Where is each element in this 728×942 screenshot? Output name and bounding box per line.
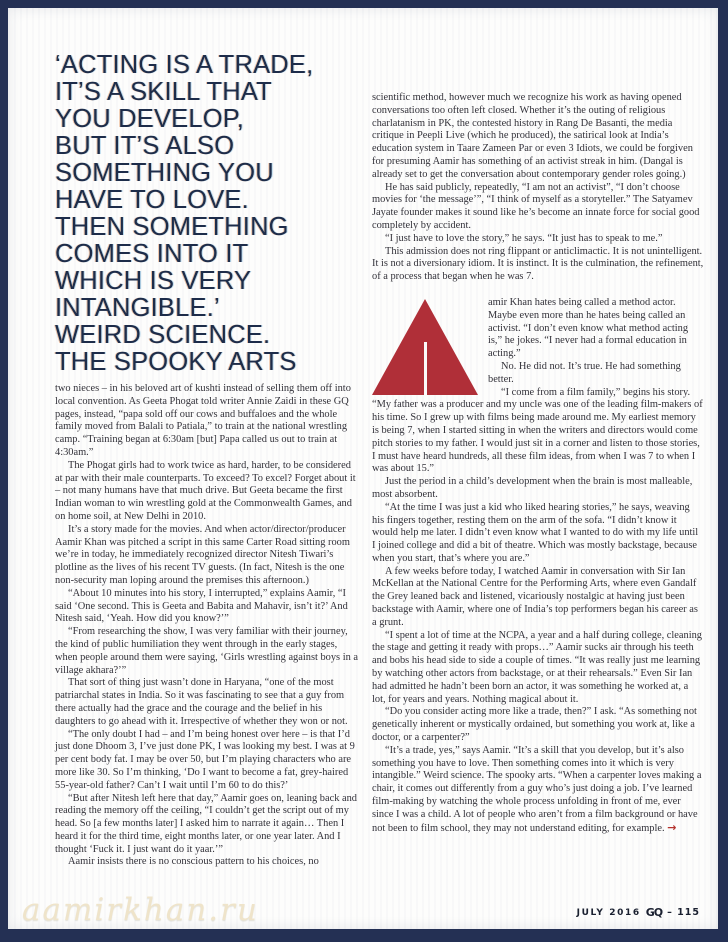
pull-quote-line: HAVE TO LOVE.: [55, 186, 249, 214]
pull-quote-line: WHICH IS VERY: [55, 267, 252, 295]
pull-quote-line: SOMETHING YOU: [55, 159, 274, 187]
page-number: – 115: [667, 907, 700, 918]
pull-quote-line: THEN SOMETHING: [55, 213, 289, 241]
paragraph: amir Khan hates being called a method actor. Maybe even more than he hates being called an activist. “I don’t even know what method acting is,” he jokes. “I never had a formal education in acting.”: [488, 296, 689, 360]
gq-logo: GQ: [645, 906, 663, 919]
paragraph: Aamir insists there is no conscious pattern to his choices, no: [68, 856, 319, 868]
pull-quote-line: BUT IT’S ALSO: [55, 132, 235, 160]
pull-quote: [55, 52, 369, 376]
paragraph: “From researching the show, I was very familiar with their journey, the kind of public humiliation they went through in the early stages, when people around them were saying, ‘Girls wrestling against boys in a village akhara?’”: [55, 626, 358, 676]
paragraph: He has said publicly, repeatedly, “I am not an activist”, “I don’t choose movies for ‘the message’”, “I think of myself as a storyteller.” The Satyamev Jayate founder makes it sound like he’s become an innate force for social good completely by accident.: [372, 181, 700, 231]
pull-quote-line: ‘ACTING IS A TRADE,: [55, 51, 314, 79]
paragraph: That sort of thing just wasn’t done in Haryana, “one of the most patriarchal states in India. So it was fascinating to see that a guy from there actually had the grace and the courage and the belief in his daughters to go ahead with it. Irrespective of whether they won or not.: [55, 677, 348, 727]
pull-quote-line: INTANGIBLE.’: [55, 294, 220, 322]
paragraph: A few weeks before today, I watched Aamir in conversation with Sir Ian McKellan at the National Centre for the Performing Arts, where even Gandalf the Grey leaned back and listened, vicariously nostalgic at having just been backstage with Aamir, where one of India’s top performers began his career as a grunt.: [372, 565, 698, 628]
paragraph: It’s a story made for the movies. And when actor/director/producer Aamir Khan was pitched a script in this same Carter Road sitting room we’re in today, he immediately recognized director Nitesh Tiwari’s plotline as the lives of his recent TV guests. (In fact, Nitesh is the one non-security man loping around the premises this afternoon.): [55, 523, 350, 586]
paragraph: two nieces – in his beloved art of kushti instead of selling them off into local convention. As Geeta Phogat told writer Annie Zaidi in these GQ pages, instead, “papa sold off our cows and buffaloes and the whole family moved from Balali to Patiala,” to train at the national wrestling camp. “Training began at 6:30am [but] Papa called us out to train at 4:30am.”: [55, 383, 351, 458]
paragraph: “I come from a film family,” begins his story. “My father was a producer and my uncle was one of the leading film-makers of his time. So I grew up with films being made around me. My earliest memory is being 7, when I started sitting in when the writers and directors would come pitch stories to my father. I would just sit in a corner and listen to those stories, I must have heard hundreds, all these film ideas, from when I was 7 to when I was about 15.”: [372, 386, 703, 475]
page-surface: [8, 8, 718, 929]
left-column: [55, 383, 361, 869]
paragraph: “The only doubt I had – and I’m being honest over here – is that I’d just done Dhoom 3, I’ve just done PK, I was looking my best. I was at 9 per cent body fat. I may be over 50, but I’m playing characters who are more like 30. So I’m thinking, ‘Do I want to become a fat, grey-haired 55-year-old father? Can’t I wait until I’m 60 to do this?’: [55, 728, 355, 791]
paragraph: “Do you consider acting more like a trade, then?” I ask. “As something not genetically inherent or mystically ordained, but something you work at, like a doctor, or a carpenter?”: [372, 706, 697, 744]
issue-date: JULY 2016: [576, 907, 641, 918]
paragraph: This admission does not ring flippant or anticlimactic. It is not unintelligent. It is not a diversionary idiom. It is instinct. It is the culmination, the refinement, of a process that began when he was 7.: [372, 245, 704, 283]
paragraph: “I just have to love the story,” he says. “It just has to speak to me.”: [385, 232, 663, 244]
pull-quote-line: YOU DEVELOP,: [55, 105, 245, 133]
paragraph: The Phogat girls had to work twice as hard, harder, to be considered at par with their male counterparts. To exceed? To excel? Forget about it – not many humans have that much drive. But Geeta became the first Indian woman to win wrestling gold at the Commonwealth Games, and on home soil, at New Delhi in 2010.: [55, 459, 356, 522]
paragraph-text: “It’s a trade, yes,” says Aamir. “It’s a skill that you develop, but it’s also something you have to love. Then something comes into it which is very intangible.” Weird science. The spooky arts. “When a carpenter loves making a chair, it comes out differently from a guy who’s just doing a job. I’ve learned film-making by watching the whole process unfolding in front of me, ever since I was a child. A lot of people who aren’t from a film background or have not been to film school, they may not understand editing, for example.: [372, 744, 702, 834]
pull-quote-line: WEIRD SCIENCE.: [55, 321, 271, 349]
paragraph: Just the period in a child’s development when the brain is most malleable, most absorbent.: [372, 476, 693, 500]
paragraph: [372, 745, 704, 836]
pull-quote-line: COMES INTO IT: [55, 240, 249, 268]
paragraph: “At the time I was just a kid who liked hearing stories,” he says, weaving his fingers together, resting them on the arm of the sofa. “I didn’t know it would help me later. I didn’t even know what I wanted to do with my life until I joined college and did a bit of theatre. Which was mostly backstage, because when you start, that’s where you are.”: [372, 501, 699, 564]
paragraph: “But after Nitesh left here that day,” Aamir goes on, leaning back and reading the memory off the ceiling, “I couldn’t get the script out of my head. So [a few months later] I asked him to narrate it again… Then I heard it for the third time, eight months later, or one year later. And I thought ‘Fuck it. I just want do it yaar.’”: [55, 792, 358, 855]
paragraph: No. He did not. It’s true. He had something better.: [488, 360, 681, 385]
dropcap-section: [372, 297, 704, 835]
paragraph: “I spent a lot of time at the NCPA, a year and a half during college, cleaning the stage and getting it ready with props…” Aamir sucks air through his teeth and bobs his head side to side a couple of times. “It was really just me learning by watching other actors from backstage, or at their rehearsals.” Even Sir Ian had admitted he hadn’t been born an actor, it was something he worked at, a lot, for years and years. Nothing magical about it.: [372, 629, 703, 705]
paragraph: scientific method, however much we recognize his work as having opened conversations too often left closed. Whether it’s the outing of religious charlatanism in PK, the contested history in Rang De Basanti, the media critique in Peepli Live (which he produced), the satirical look at India’s education system in Taare Zameen Par or even 3 Idiots, we could be forgiven for presuming Aamir has something of an activist streak in him. (Dangal is already set to get the conversation about contemporary gender roles going.): [372, 92, 693, 180]
continued-arrow-icon: →: [667, 820, 677, 834]
footer-folio: [577, 906, 700, 919]
right-column: [372, 92, 704, 835]
watermark: aamirkhan.ru: [22, 892, 259, 928]
pull-quote-line: IT’S A SKILL THAT: [55, 78, 272, 106]
paragraph: “About 10 minutes into his story, I interrupted,” explains Aamir, “I said ‘One second. This is Geeta and Babita and Mahavir, isn’t it?’ And Nitesh said, ‘Yeah. How did you know?’”: [55, 587, 348, 625]
pull-quote-line: THE SPOOKY ARTS: [55, 348, 297, 376]
